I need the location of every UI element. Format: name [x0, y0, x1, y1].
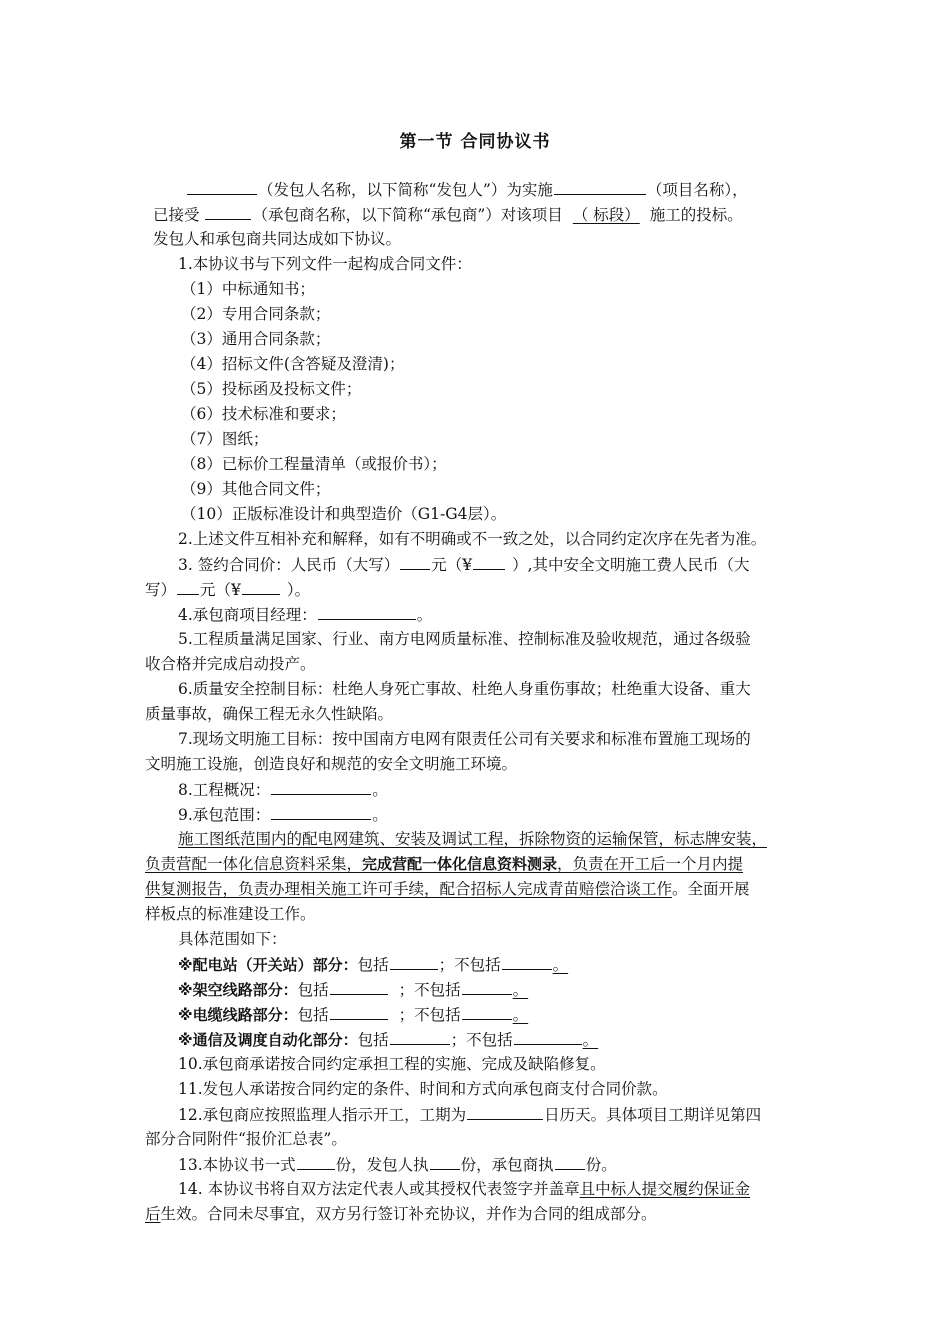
doc-item: （5）投标函及投标文件；	[181, 380, 362, 398]
item-10: 10.承包商承诺按合同约定承担工程的实施、完成及缺陷修复。	[178, 1055, 606, 1073]
doc-item: （8）已标价工程量清单（或报价书）；	[181, 455, 447, 473]
item-7: 7.现场文明施工目标：按中国南方电网有限责任公司有关要求和标准布置施工现场的	[178, 730, 751, 748]
duration-blank	[467, 1104, 543, 1120]
item-6: 6.质量安全控制目标：杜绝人身死亡事故、杜绝人身重伤事故；杜绝重大设备、重大	[178, 680, 751, 698]
item-3: 3. 签约合同价：人民币（大写） 元（¥ ）,其中安全文明施工费人民币（大	[178, 556, 750, 574]
page-title: 第一节 合同协议书	[399, 132, 551, 152]
item-6-cont: 质量事故，确保工程无永久性缺陷。	[145, 705, 394, 723]
item-14: 14. 本协议书将自双方法定代表人或其授权代表签字并盖章且中标人提交履约保证金	[178, 1180, 751, 1198]
employer-name-blank	[187, 179, 257, 195]
item-3-cont: 写） 元（¥ ）。	[145, 581, 311, 599]
project-manager-blank	[318, 604, 416, 620]
scope-line-5: 具体范围如下：	[178, 930, 287, 948]
doc-item: （3）通用合同条款；	[181, 330, 331, 348]
item-1: 1.本协议书与下列文件一起构成合同文件：	[178, 255, 472, 273]
item-11: 11.发包人承诺按合同约定的条件、时间和方式向承包商支付合同价款。	[178, 1080, 668, 1098]
item-13: 13.本协议书一式 份，发包人执 份，承包商执 份。	[178, 1156, 617, 1174]
part-cable-line: ※电缆线路部分：包括 ；不包括 。	[178, 1006, 529, 1024]
part-communication: ※通信及调度自动化部分：包括 ；不包括 。	[178, 1031, 599, 1049]
scope-line-2: 负责营配一体化信息资料采集，完成营配一体化信息资料测录，负责在开工后一个月内提	[145, 855, 744, 873]
doc-item: （10）正版标准设计和典型造价（G1-G4层）。	[181, 505, 507, 523]
intro-line-1: （发包人名称，以下简称“发包人”）为实施 （项目名称），	[186, 179, 748, 200]
item-12: 12.承包商应按照监理人指示开工，工期为 日历天。具体项目工期详见第四	[178, 1106, 762, 1124]
doc-item: （9）其他合同文件；	[181, 480, 331, 498]
item-12-cont: 部分合同附件“报价汇总表”。	[145, 1130, 347, 1148]
doc-item: （6）技术标准和要求；	[181, 405, 346, 423]
item-4: 4.承包商项目经理： 。	[178, 606, 433, 624]
item-9: 9.承包范围： 。	[178, 806, 388, 824]
item-2: 2.上述文件互相补充和解释，如有不明确或不一致之处，以合同约定次序在先者为准。	[178, 530, 767, 548]
item-7-cont: 文明施工设施，创造良好和规范的安全文明施工环境。	[145, 755, 518, 773]
scope-line-4: 样板点的标准建设工作。	[145, 905, 316, 923]
doc-item: （4）招标文件(含答疑及澄清)；	[181, 355, 405, 373]
intro-line-3: 发包人和承包商共同达成如下协议。	[153, 230, 402, 248]
item-5: 5.工程质量满足国家、行业、南方电网质量标准、控制标准及验收规范，通过各级验	[178, 630, 751, 648]
project-name-blank	[554, 179, 646, 195]
scope-line-1: 施工图纸范围内的配电网建筑、安装及调试工程，拆除物资的运输保管，标志牌安装，	[178, 830, 768, 848]
item-14-cont: 后生效。合同未尽事宜，双方另行签订补充协议，并作为合同的组成部分。	[145, 1205, 657, 1223]
doc-item: （2）专用合同条款；	[181, 305, 331, 323]
doc-item: （7）图纸；	[181, 430, 269, 448]
section-lot: （ 标段）	[572, 206, 640, 224]
contractor-name-blank	[205, 204, 251, 220]
part-substation: ※配电站（开关站）部分：包括 ；不包括 。	[178, 956, 569, 974]
item-5-cont: 收合格并完成启动投产。	[145, 655, 316, 673]
part-overhead-line: ※架空线路部分：包括 ；不包括 。	[178, 981, 529, 999]
item-8: 8.工程概况： 。	[178, 781, 388, 799]
doc-item: （1）中标通知书；	[181, 280, 315, 298]
intro-line-2: 已接受 （承包商名称，以下简称“承包商”）对该项目 （ 标段） 施工的投标。	[153, 206, 743, 224]
scope-line-3: 供复测报告，负责办理相关施工许可手续，配合招标人完成青苗赔偿洽谈工作。全面开展	[145, 880, 750, 898]
